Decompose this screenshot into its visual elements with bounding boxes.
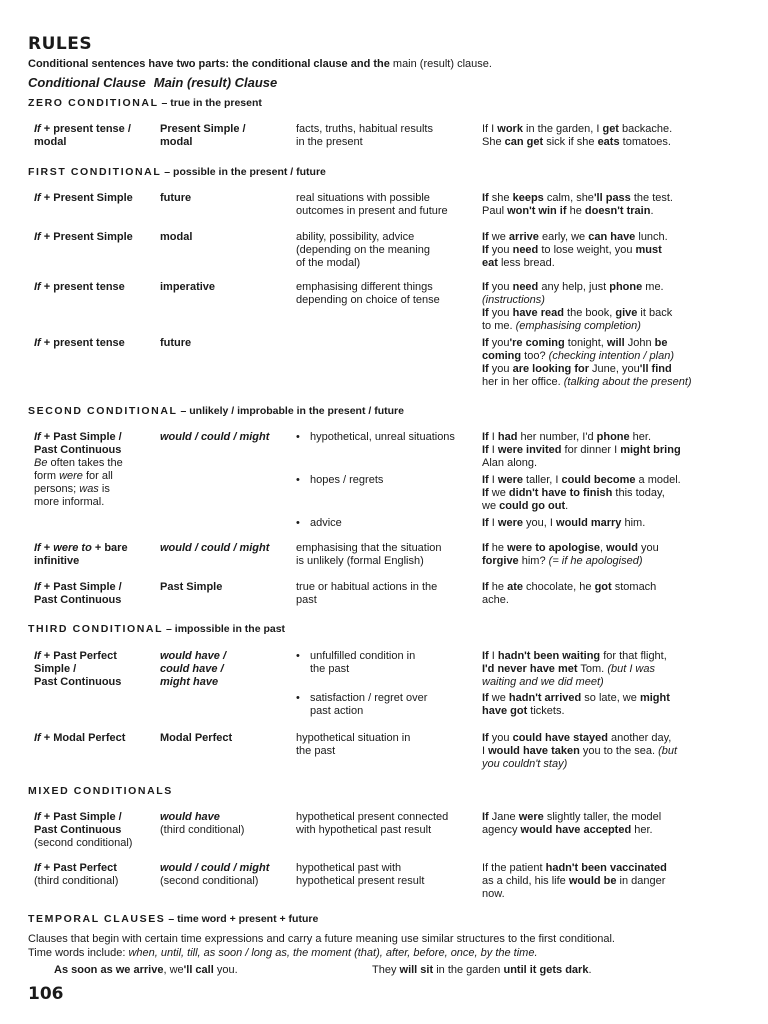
example-cell: If you're coming tonight, will John be coming too? (checking intention / plan) If you are looking for June, you'll find her in her office. (talking about the present) (482, 337, 692, 388)
result-cell: Present Simple / modal (160, 123, 246, 148)
result-cell: future (160, 192, 192, 204)
example-cell: If I work in the garden, I get backache. She can get sick if she eats tomatoes. (482, 123, 673, 148)
use-cell: hypothetical present connected with hypothetical past result (296, 811, 449, 836)
condition-cell: If + Past Perfect (third conditional) (34, 862, 119, 887)
page-title: RULES (28, 34, 93, 54)
example-cell: If I had her number, I'd phone her. If I were invited for dinner I might bring Alan along. (482, 431, 681, 469)
condition-cell: If + present tense (34, 281, 125, 293)
example-cell: If we hadn't arrived so late, we might have got tickets. (482, 692, 670, 717)
condition-cell: If + were to + bare infinitive (34, 542, 128, 567)
section-desc: – time word + present + future (165, 913, 319, 925)
condition-cell: If + present tense / modal (34, 123, 131, 148)
temporal-explanation: Clauses that begin with certain time expressions and carry a future meaning use similar structures to the first conditional. Time words include: when, until, till, as soon / long as, the moment (that), after, before, once, by the time. (28, 933, 615, 959)
example-cell: If I were taller, I could become a model. If we didn't have to finish this today, we could go out. (482, 474, 681, 512)
condition-cell: If + Past Simple / Past Continuous (34, 581, 122, 606)
condition-cell: If + Modal Perfect (34, 732, 126, 744)
example-cell: If you need any help, just phone me. (instructions) If you have read the book, give it back to me. (emphasising completion) (482, 281, 673, 332)
section-label: THIRD CONDITIONAL (28, 623, 164, 635)
example-cell: If I hadn't been waiting for that flight, I'd never have met Tom. (but I was waiting and we did meet) (482, 650, 667, 688)
page-number: 106 (28, 984, 64, 1004)
temporal-example-1: As soon as we arrive, we'll call you. (54, 964, 238, 976)
use-cell: true or habitual actions in the past (296, 581, 438, 606)
condition-cell: If + Past Perfect Simple / Past Continuous (34, 650, 122, 688)
condition-cell: If + Past Simple / Past Continuous (second conditional) (34, 811, 133, 849)
section-desc: – impossible in the past (163, 623, 286, 635)
example-cell: If she keeps calm, she'll pass the test. Paul won't win if he doesn't train. (482, 192, 673, 217)
heading-conditional-clause: Conditional Clause (28, 75, 146, 90)
use-cell: ability, possibility, advice (depending on the meaning of the modal) (296, 231, 430, 269)
section-mixed-conditionals (28, 785, 173, 798)
use-cell: facts, truths, habitual results in the present (296, 123, 433, 148)
section-zero-conditional (28, 97, 262, 110)
condition-cell: If + Present Simple (34, 231, 133, 243)
use-cell: real situations with possible outcomes in present and future (296, 192, 448, 217)
result-cell: would / could / might (second conditional) (160, 862, 270, 887)
bullet-icon: • (296, 431, 300, 443)
bullet-icon: • (296, 692, 300, 704)
result-cell: would / could / might (160, 431, 270, 443)
result-cell: Modal Perfect (160, 732, 233, 744)
example-cell: If Jane were slightly taller, the model agency would have accepted her. (482, 811, 662, 836)
intro-plain: main (result) clause. (389, 58, 492, 70)
bullet-icon: • (296, 650, 300, 662)
section-label: SECOND CONDITIONAL (28, 405, 178, 417)
condition-cell: If + Past Simple / Past Continuous Be often takes the form were for all persons; was is more informal. (34, 431, 123, 508)
example-cell: If he were to apologise, would you forgive him? (= if he apologised) (482, 542, 659, 567)
use-cell: emphasising different things depending on choice of tense (296, 281, 440, 306)
column-headings (28, 75, 285, 91)
temporal-example-2: They will sit in the garden until it gets dark. (372, 964, 592, 976)
example-cell: If I were you, I would marry him. (482, 517, 646, 529)
result-cell: would have (third conditional) (160, 811, 245, 836)
result-cell: modal (160, 231, 193, 243)
result-cell: would have / could have / might have (160, 650, 227, 688)
example-cell: If you could have stayed another day, I would have taken you to the sea. (but you couldn't stay) (482, 732, 678, 770)
example-cell: If he ate chocolate, he got stomach ache. (482, 581, 657, 606)
heading-main-clause: Main (result) Clause (153, 75, 278, 90)
intro-bold: Conditional sentences have two parts: the conditional clause and the (28, 58, 390, 70)
bullet-icon: • (296, 474, 300, 486)
section-desc: – true in the present (158, 97, 262, 109)
result-cell: imperative (160, 281, 216, 293)
bullet-icon: • (296, 517, 300, 529)
use-cell: emphasising that the situation is unlikely (formal English) (296, 542, 442, 567)
example-cell: If the patient hadn't been vaccinated as a child, his life would be in danger now. (482, 862, 667, 900)
use-cell: hypothetical past with hypothetical present result (296, 862, 425, 887)
result-cell: Past Simple (160, 581, 223, 593)
section-desc: – possible in the present / future (161, 166, 326, 178)
example-cell: If we arrive early, we can have lunch. If you need to lose weight, you must eat less bread. (482, 231, 668, 269)
use-cell: hypothetical situation in the past (296, 732, 411, 757)
section-label: MIXED CONDITIONALS (28, 785, 173, 797)
result-cell: would / could / might (160, 542, 270, 554)
condition-cell: If + Present Simple (34, 192, 133, 204)
section-label: TEMPORAL CLAUSES (28, 913, 166, 925)
section-desc: – unlikely / improbable in the present / future (177, 405, 404, 417)
section-label: FIRST CONDITIONAL (28, 166, 162, 178)
section-third-conditional (28, 623, 285, 636)
condition-cell: If + present tense (34, 337, 125, 349)
result-cell: future (160, 337, 192, 349)
section-first-conditional (28, 166, 326, 179)
section-second-conditional (28, 405, 404, 418)
intro-text (28, 58, 492, 71)
section-temporal-clauses (28, 913, 318, 926)
section-label: ZERO CONDITIONAL (28, 97, 159, 109)
